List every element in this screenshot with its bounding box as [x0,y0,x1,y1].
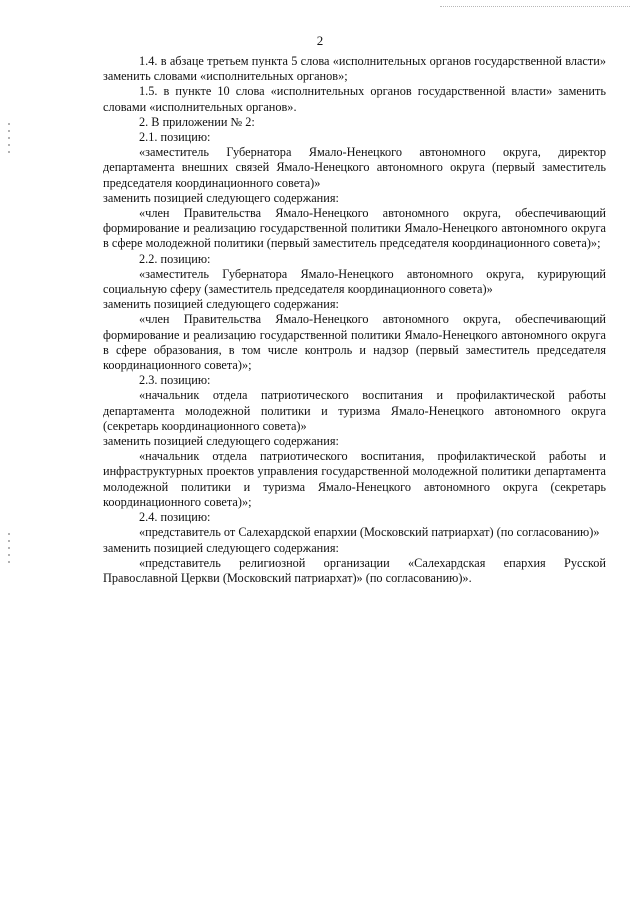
paragraph-2: 2. В приложении № 2: [139,114,255,129]
paragraph-2-1-heading: 2.1. позицию: [139,130,211,145]
scan-margin-marks-lower [8,533,10,568]
paragraph-2-2-old: «заместитель Губернатора Ямало-Ненецкого автономного округа, курирующий социальную сферу (заместитель председателя координационного совета)» [103,266,606,297]
paragraph-2-2-new: «член Правительства Ямало-Ненецкого автономного округа, обеспечивающий формирование и реализацию государственной политики Ямало-Ненецкого автономного округа в сфере образования, в том числе контроль и надзор (первый заместитель председателя координационного совета)»; [103,312,606,373]
paragraph-1-4: 1.4. в абзаце третьем пункта 5 слова «исполнительных органов государственной власти» заменить словами «исполнительных органов»; [103,54,606,84]
scan-top-edge [440,6,630,7]
paragraph-1-5: 1.5. в пункте 10 слова «исполнительных органов государственной власти» заменить словами «исполнительных органов». [103,84,606,114]
paragraph-2-3-replace: заменить позицией следующего содержания: [103,434,339,449]
document-body [103,54,606,586]
paragraph-2-3-new: «начальник отдела патриотического воспитания, профилактической работы и инфраструктурных проектов управления государственной молодежной политики департамента молодежной политики и туризма Ямало-Ненецкого автономного округа (секретарь координационного совета)»; [103,449,606,509]
paragraph-2-4-new: «представитель религиозной организации «Салехардская епархия Русской Православной Церкви (Московский патриархат)» (по согласованию)». [103,555,606,585]
page-number: 2 [316,33,324,48]
paragraph-2-1-replace: заменить позицией следующего содержания: [103,190,339,205]
paragraph-2-4-old: «представитель от Салехардской епархии (Московский патриархат) (по согласованию)» [139,525,600,540]
paragraph-2-1-new: «член Правительства Ямало-Ненецкого автономного округа, обеспечивающий формирование и реализацию государственной политики Ямало-Ненецкого автономного округа в сфере молодежной политики (первый заместитель председателя координационного совета)»; [103,206,606,251]
paragraph-2-1-old: «заместитель Губернатора Ямало-Ненецкого автономного округа, директор департамента внешних связей Ямало-Ненецкого автономного округа (первый заместитель председателя координационного совета)» [103,145,606,190]
paragraph-2-2-replace: заменить позицией следующего содержания: [103,297,339,312]
paragraph-2-3-old: «начальник отдела патриотического воспитания и профилактической работы департамента молодежной политики и туризма Ямало-Ненецкого автономного округа (секретарь координационного совета)» [103,388,606,433]
scan-margin-marks-upper [8,123,10,158]
paragraph-2-2-heading: 2.2. позицию: [139,251,211,266]
paragraph-2-4-replace: заменить позицией следующего содержания: [103,540,339,555]
paragraph-2-3-heading: 2.3. позицию: [139,373,211,388]
paragraph-2-4-heading: 2.4. позицию: [139,510,211,525]
